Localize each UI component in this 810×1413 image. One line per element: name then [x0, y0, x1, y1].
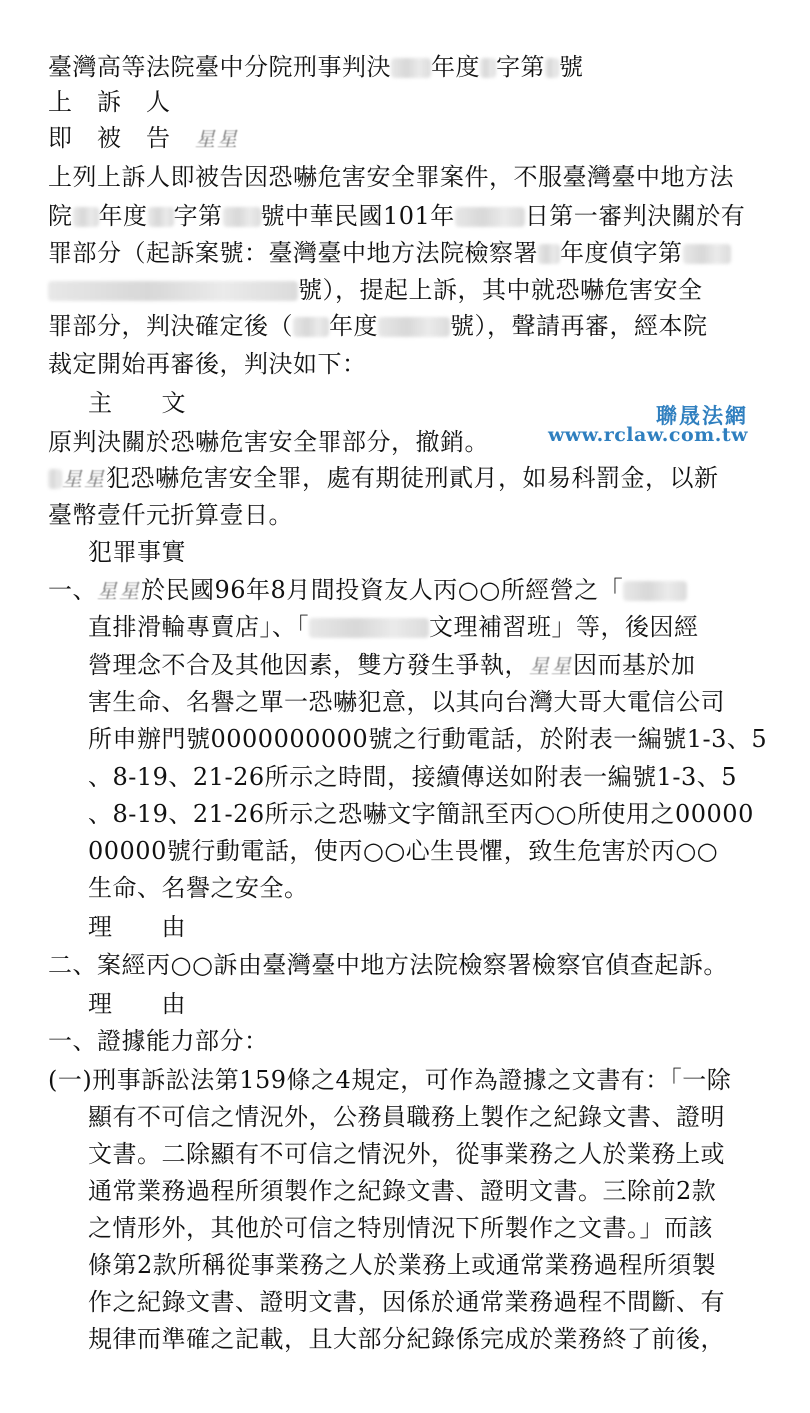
text-line — [48, 347, 367, 381]
text-segment: 號中華民國101年 — [260, 202, 455, 230]
redacted-name: 星星 — [97, 579, 141, 603]
text-segment: 原判決關於恐嚇危害安全罪部分，撤銷。 — [48, 428, 489, 456]
text-line — [48, 425, 489, 459]
text-segment: 罪部分，判決確定後（ — [48, 312, 293, 340]
text-segment: 所申辦門號0000000000號之行動電話，於附表一編號1-3、5 — [88, 725, 768, 753]
redaction-mask — [455, 207, 525, 227]
redaction-mask — [683, 244, 731, 264]
text-segment: 、8-19、21-26所示之時間，接續傳送如附表一編號1-3、5 — [88, 763, 738, 791]
text-line — [48, 85, 171, 119]
text-segment: 理 由 — [88, 913, 186, 941]
text-line — [88, 648, 696, 683]
redaction-mask — [73, 207, 99, 227]
watermark-name: 聯晟法網 — [656, 403, 748, 428]
text-segment: 日第一審判決關於有 — [524, 202, 746, 230]
text-line — [88, 1322, 725, 1356]
redaction-mask — [148, 207, 174, 227]
text-line — [88, 685, 725, 719]
text-line — [48, 50, 584, 84]
redacted-name: 星星 — [529, 654, 573, 678]
text-segment: 二、案經丙○○訴由臺灣臺中地方法院檢察署檢察官偵查起訴。 — [48, 951, 728, 979]
text-segment: 上列上訴人即被告因恐嚇危害安全罪案件，不服臺灣臺中地方法 — [48, 163, 734, 191]
text-segment: 裁定開始再審後，判決如下： — [48, 350, 367, 378]
watermark-url: www.rclaw.com.tw — [547, 424, 748, 446]
text-segment: (一)刑事訴訟法第159條之4規定，可作為證據之文書有：「一除 — [48, 1066, 732, 1094]
redacted-name: 星星 — [62, 467, 106, 491]
redacted-name: 星星 — [195, 127, 239, 151]
text-line — [48, 498, 293, 532]
text-segment: 於民國96年8月間投資友人丙○○所經營之「 — [141, 576, 624, 604]
text-segment: 文理補習班」等，後因經 — [429, 613, 699, 641]
redaction-mask — [293, 317, 329, 337]
text-line — [48, 461, 719, 496]
text-line — [88, 871, 309, 905]
text-line — [88, 1137, 725, 1171]
redaction-mask — [623, 581, 687, 601]
text-segment: 文書。二除顯有不可信之情況外，從事業務之人於業務上或 — [88, 1140, 725, 1168]
text-segment: 通常業務過程所須製作之紀錄文書、證明文書。三除前2款 — [88, 1177, 717, 1205]
text-segment: 犯恐嚇危害安全罪，處有期徒刑貳月，如易科罰金，以新 — [106, 464, 719, 492]
text-line — [48, 1063, 731, 1097]
text-segment: 之情形外，其他於可信之特別情況下所製作之文書。」而該 — [88, 1214, 713, 1242]
text-line — [48, 273, 703, 307]
text-line — [48, 160, 734, 194]
text-segment: 條第2款所稱從事業務之人於業務上或通常業務過程所須製 — [88, 1251, 717, 1279]
redaction-mask — [309, 618, 429, 638]
text-segment: 字第 — [173, 202, 223, 230]
text-segment: 一、證據能力部分： — [48, 1027, 269, 1055]
text-line — [88, 1248, 716, 1282]
text-segment: 年度 — [98, 202, 148, 230]
text-segment: 害生命、名譽之單一恐嚇犯意，以其向台灣大哥大電信公司 — [88, 688, 725, 716]
text-line — [48, 573, 687, 608]
text-line — [48, 1024, 269, 1058]
text-segment: 00000號行動電話，使丙○○心生畏懼，致生危害於丙○○ — [88, 837, 719, 865]
redaction-mask — [223, 207, 261, 227]
redaction-mask — [545, 58, 559, 78]
text-segment: 號），聲請再審，經本院 — [450, 312, 708, 340]
text-line — [88, 1174, 716, 1208]
text-line — [88, 386, 186, 420]
text-line — [88, 834, 718, 868]
redaction-mask — [538, 244, 560, 264]
text-segment: 罪部分（起訴案號：臺灣臺中地方法院檢察署 — [48, 239, 538, 267]
text-segment: 營理念不合及其他因素，雙方發生爭執， — [88, 651, 529, 679]
text-segment: 生命、名譽之安全。 — [88, 874, 309, 902]
text-segment: 犯罪事實 — [88, 538, 186, 566]
text-line — [88, 797, 754, 831]
text-segment: 一、 — [48, 576, 97, 604]
text-line — [48, 236, 731, 270]
redaction-mask — [378, 317, 450, 337]
text-line — [88, 1211, 713, 1245]
text-line — [88, 722, 767, 756]
text-segment: 理 由 — [88, 990, 186, 1018]
text-segment: 規律而準確之記載，且大部分紀錄係完成於業務終了前後， — [88, 1325, 725, 1353]
text-line — [88, 910, 186, 944]
text-segment: 臺幣壹仟元折算壹日。 — [48, 501, 293, 529]
redaction-mask — [480, 58, 496, 78]
text-segment: 顯有不可信之情況外，公務員職務上製作之紀錄文書、證明 — [88, 1103, 725, 1131]
text-line — [88, 1285, 725, 1319]
text-segment: 主 文 — [88, 389, 186, 417]
text-line — [48, 199, 745, 233]
text-segment: 因而基於加 — [573, 651, 696, 679]
text-segment: 即 被 告 — [48, 124, 195, 152]
text-segment: 號 — [559, 53, 584, 81]
text-segment: 、8-19、21-26所示之恐嚇文字簡訊至丙○○所使用之00000 — [88, 800, 754, 828]
text-segment: 號），提起上訴，其中就恐嚇危害安全 — [298, 276, 703, 304]
text-segment: 上 訴 人 — [48, 88, 171, 116]
text-segment: 直排滑輪專賣店」、「 — [88, 613, 309, 641]
text-segment: 年度 — [329, 312, 378, 340]
redaction-mask — [48, 281, 298, 301]
text-line — [88, 535, 186, 569]
text-segment: 作之紀錄文書、證明文書，因係於通常業務過程不間斷、有 — [88, 1288, 725, 1316]
redaction-mask — [391, 58, 431, 78]
redaction-mask — [48, 469, 62, 489]
text-line — [48, 948, 728, 982]
text-segment: 字第 — [496, 53, 545, 81]
text-line — [88, 760, 737, 794]
text-line — [88, 610, 699, 644]
text-line — [88, 1100, 725, 1134]
text-line — [88, 987, 186, 1021]
text-segment: 年度 — [431, 53, 480, 81]
text-segment: 院 — [48, 202, 73, 230]
text-segment: 年度偵字第 — [560, 239, 683, 267]
text-line — [48, 309, 708, 343]
text-line — [48, 121, 239, 156]
text-segment: 臺灣高等法院臺中分院刑事判決 — [48, 53, 391, 81]
